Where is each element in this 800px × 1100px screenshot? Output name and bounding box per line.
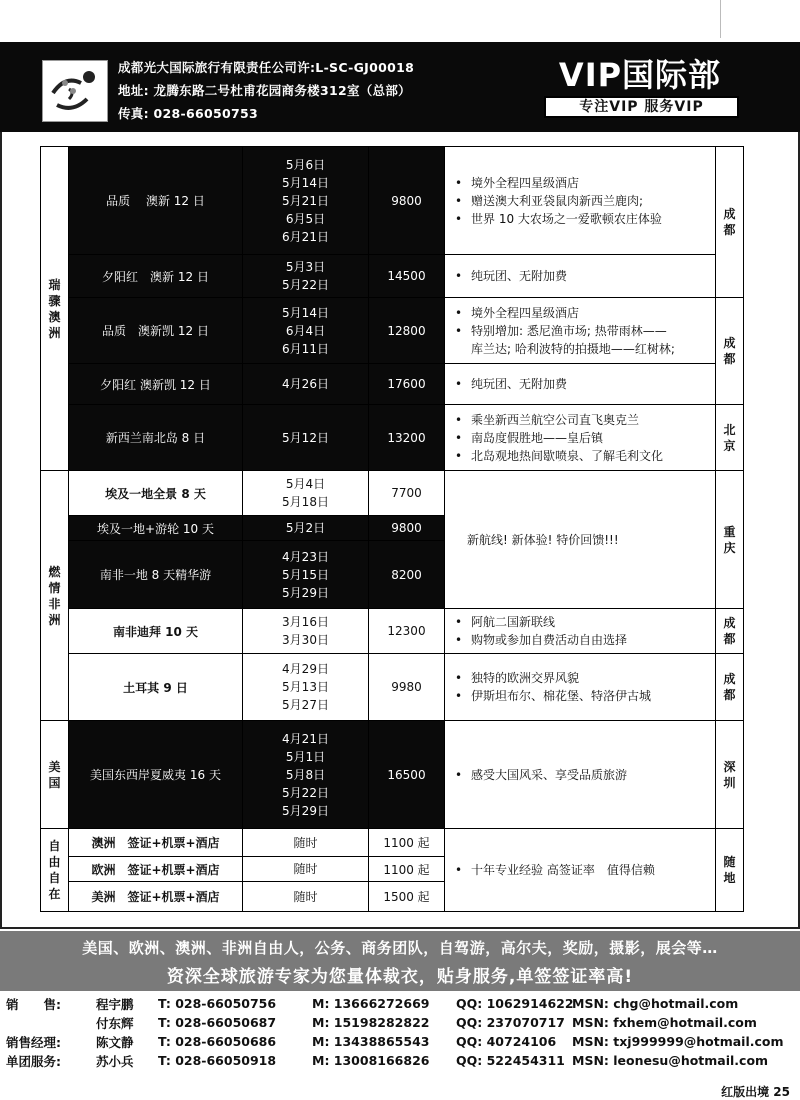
table-row [41,147,744,255]
contact-name: 苏小兵 [96,1053,134,1069]
tour-name: 美国东西岸夏威夷 16 天 [69,721,243,829]
contact-role: 销售经理: [6,1034,61,1050]
region-free: 自 由 自 在 [41,829,69,912]
contact-tel: T: 028-66050918 [158,1053,277,1068]
bullet-icon: • [455,689,463,703]
tour-name: 品质 澳新凯 12 日 [69,298,243,364]
region-africa: 燃 情 非 洲 [41,471,69,721]
table-row [41,405,744,471]
contact-msn: MSN: leonesu@hotmail.com [572,1053,769,1068]
departure-city: 随 地 [716,829,744,912]
tour-price: 12800 [369,298,445,364]
tour-features: • 独特的欧洲交界风貌 • 伊斯坦布尔、棉花堡、特洛伊古城 [445,654,716,721]
tour-price: 13200 [369,405,445,471]
tour-dates: 3月16日 3月30日 [243,609,369,654]
tour-dates: 4月21日 5月1日 5月8日 5月22日 5月29日 [243,721,369,829]
slogan-services: 美国、欧洲、澳洲、非洲自由人，公务、商务团队，自驾游，高尔夫，奖励，摄影，展会等… [82,939,718,957]
bullet-icon: • [455,211,463,226]
contact-mobile: M: 13438865543 [312,1034,430,1049]
vip-title: VIP国际部 [558,56,722,94]
tour-price: 17600 [369,364,445,405]
tour-name: 品质 澳新 12 日 [69,147,243,255]
tour-dates: 5月2日 [243,516,369,541]
contact-tel: T: 028-66050686 [158,1034,277,1049]
departure-city: 深 圳 [716,721,744,829]
table-row [41,609,744,654]
contact-row [6,1032,796,1051]
bullet-icon: • [455,305,463,320]
departure-city: 成 都 [716,147,744,298]
contact-row [6,1013,796,1032]
tour-table [40,146,744,912]
tour-price: 7700 [369,471,445,516]
tour-name: 南非一地 8 天精华游 [69,541,243,609]
tour-name: 欧洲 签证+机票+酒店 [69,857,243,882]
top-guide-line [720,0,721,38]
tour-price: 12300 [369,609,445,654]
departure-city: 成 都 [716,609,744,654]
tour-name: 澳洲 签证+机票+酒店 [69,829,243,857]
contact-row [6,994,796,1013]
contact-row [6,1051,796,1070]
bullet-icon: • [455,175,463,190]
tour-name: 埃及一地全景 8 天 [69,471,243,516]
tour-features: • 阿航二国新联线 • 购物或参加自费活动自由选择 [445,609,716,654]
contact-tel: T: 028-66050756 [158,996,277,1011]
tour-dates: 随时 [243,882,369,912]
tour-features: • 感受大国风采、享受品质旅游 [445,721,716,829]
vip-slogan: 专注VIP 服务VIP [544,96,739,118]
table-row [41,721,744,829]
tour-price: 9800 [369,147,445,255]
tour-dates: 随时 [243,857,369,882]
company-fax: 传真: 028-66050753 [118,106,259,121]
tour-dates: 5月6日 5月14日 5月21日 6月5日 6月21日 [243,147,369,255]
tour-dates: 5月14日 6月4日 6月11日 [243,298,369,364]
departure-city: 重 庆 [716,471,744,609]
contact-role: 销 售: [6,996,61,1012]
tour-name: 南非迪拜 10 天 [69,609,243,654]
table-row [41,255,744,298]
tour-features: • 乘坐新西兰航空公司直飞奥克兰 • 南岛度假胜地——皇后镇 • 北岛观地热间歇喷泉、了解毛利文化 [445,405,716,471]
region-australia: 瑞 骤 澳 洲 [41,147,69,471]
contact-qq: QQ: 522454311 [456,1053,565,1068]
bullet-icon: • [455,323,463,338]
bullet-icon: • [455,767,463,782]
bullet-icon: • [455,671,463,685]
tour-price: 8200 [369,541,445,609]
contact-msn: MSN: fxhem@hotmail.com [572,1015,757,1030]
tour-price: 1100 起 [369,829,445,857]
table-row [41,364,744,405]
bullet-icon: • [455,430,463,445]
tour-features: • 纯玩团、无附加费 [445,255,716,298]
contact-mobile: M: 13666272669 [312,996,430,1011]
contact-mobile: M: 13008166826 [312,1053,430,1068]
tour-features: • 十年专业经验 高签证率 值得信赖 [445,829,716,912]
tour-price: 9800 [369,516,445,541]
tour-name: 土耳其 9 日 [69,654,243,721]
tour-dates: 4月23日 5月15日 5月29日 [243,541,369,609]
contact-name: 程宇鹏 [96,996,134,1012]
tour-name: 夕阳红 澳新 12 日 [69,255,243,298]
company-name: 成都光大国际旅行有限责任公司许:L-SC-GJ00018 [118,60,415,75]
tour-features: 新航线! 新体验! 特价回馈!!! [445,471,716,609]
tour-price: 1500 起 [369,882,445,912]
tour-features: • 纯玩团、无附加费 [445,364,716,405]
tour-features: • 境外全程四星级酒店 • 特别增加: 悉尼渔市场; 热带雨林—— 库兰达; 哈利波特的拍摄地——红树林; [445,298,716,364]
contact-qq: QQ: 40724106 [456,1034,557,1049]
departure-city: 成 都 [716,654,744,721]
tour-price: 16500 [369,721,445,829]
tour-dates: 5月3日 5月22日 [243,255,369,298]
tour-dates: 4月26日 [243,364,369,405]
contact-name: 陈文静 [96,1034,134,1050]
contact-role: 单团服务: [6,1053,61,1069]
contact-qq: QQ: 237070717 [456,1015,565,1030]
company-address: 地址: 龙腾东路二号杜甫花园商务楼312室（总部） [118,83,411,98]
tour-price: 9980 [369,654,445,721]
tour-dates: 5月4日 5月18日 [243,471,369,516]
bullet-icon: • [455,193,463,208]
contact-list [6,994,796,1070]
tour-price: 1100 起 [369,857,445,882]
tour-dates: 5月12日 [243,405,369,471]
tour-dates: 4月29日 5月13日 5月27日 [243,654,369,721]
table-row [41,829,744,857]
bullet-icon: • [455,863,463,877]
bullet-icon: • [455,269,463,283]
tour-dates: 随时 [243,829,369,857]
table-row [41,654,744,721]
contact-msn: MSN: chg@hotmail.com [572,996,739,1011]
company-logo [42,60,108,122]
tour-name: 埃及一地+游轮 10 天 [69,516,243,541]
tour-name: 夕阳红 澳新凯 12 日 [69,364,243,405]
slogan-promise: 资深全球旅游专家为您量体裁衣，贴身服务,单签签证率高! [166,967,634,987]
table-row [41,298,744,364]
contact-name: 付东辉 [96,1015,134,1031]
region-usa: 美 国 [41,721,69,829]
tour-price: 14500 [369,255,445,298]
bullet-icon: • [455,377,463,391]
contact-msn: MSN: txj999999@hotmail.com [572,1034,784,1049]
runner-logo-icon [43,61,107,121]
contact-mobile: M: 15198282822 [312,1015,430,1030]
contact-tel: T: 028-66050687 [158,1015,277,1030]
bullet-icon: • [455,633,463,647]
page-footer: 红版出境 25 [721,1085,790,1099]
departure-city: 成 都 [716,298,744,405]
departure-city: 北 京 [716,405,744,471]
bullet-icon: • [455,412,463,427]
tour-features: • 境外全程四星级酒店 • 赠送澳大利亚袋鼠肉新西兰鹿肉; • 世界 10 大农场之一爱歌顿农庄体验 [445,147,716,255]
tour-name: 新西兰南北岛 8 日 [69,405,243,471]
bullet-icon: • [455,448,463,463]
tour-name: 美洲 签证+机票+酒店 [69,882,243,912]
table-row [41,471,744,516]
bullet-icon: • [455,615,463,629]
contact-qq: QQ: 1062914622 [456,996,574,1011]
